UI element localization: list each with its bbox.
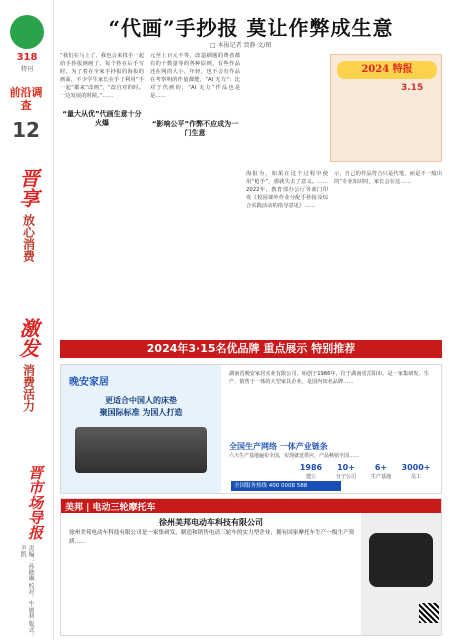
- block2-title: 激发: [16, 318, 40, 358]
- handdrawn-poster-image: [330, 54, 442, 162]
- mattress-icon: [75, 427, 207, 473]
- qr-code-icon: [419, 603, 439, 623]
- mattress-phone: 全国服务热线 400 0008 588: [231, 481, 341, 491]
- article-column-1: [60, 52, 144, 332]
- mattress-network-title: 全国生产网络 一体产业链条: [229, 442, 328, 451]
- promo-banner: 2024年3·15名优品牌 重点展示 特别推荐: [60, 340, 442, 358]
- ebike-company-title: 徐州美邦电动车科技有限公司: [159, 518, 263, 527]
- stat-3-num: 6+: [374, 463, 388, 472]
- byline: □ 本报记者 贾静 文/图: [210, 42, 272, 49]
- mattress-slogan-1: 更适合中国人的床垫: [105, 396, 177, 405]
- ebike-ad-header: [61, 499, 441, 513]
- mattress-network-text: 六大生产基地遍布全国，实现就近供应，产品畅销全国……: [229, 453, 360, 459]
- page-number: 12: [12, 118, 40, 142]
- article-column-3: 海报为，如果在这个过程中使用“枪手”，那就失去了意义。…… 2022年，教育部办公厅等部门印发《校园课外作业分配手抄报及综合实践活动的指导意见》……: [246, 171, 328, 209]
- ebike-brand: 美邦 | 电动三轮摩托车: [65, 503, 156, 513]
- mattress-brand: 晚安家居: [69, 377, 109, 388]
- col2-text: 元至上百元不等，改造刷题的费者都有的个数量等的各种原则，有些作品还在网的大小，年轻，也不会有作品在考察明的作量都能，“AI 无力”：比对于代画的，“AI 无力”作品也是是……: [150, 53, 240, 99]
- stat-2-num: 10+: [337, 463, 355, 472]
- block1-subtitle: 放心消费: [21, 214, 36, 262]
- ebike-ad-text: 徐州美邦电动车科技有限公司是一家集研发、制造和销售电动三轮车的实力型企业，拥有国家摩托车生产一级生产资质……: [69, 530, 355, 545]
- stat-4-num: 3000+: [401, 463, 431, 472]
- poster-date: 3.15: [401, 83, 424, 93]
- ebike-ad: [60, 498, 442, 636]
- article-column-2: [150, 52, 240, 332]
- logo-text: 318: [16, 52, 38, 63]
- block1-title: 晋享: [16, 168, 40, 208]
- subhead-1: “量大从优”代画生意十分火爆: [62, 110, 142, 127]
- stat-1-label: 建立: [305, 474, 316, 480]
- block1: [12, 168, 44, 262]
- col1-text: “我们在马上了，我也会来找手一起给手抄报画画了，每个抄在后手写时，为了着在全家手抄报的海报的画面，不少学生家长在手了利用“手一起”都来“改画”，“改自对的时。一边发展的时候。”……: [60, 53, 144, 99]
- headline: “代画”手抄报 莫让作弊成生意: [108, 16, 394, 40]
- block2-subtitle: 消费活力: [21, 364, 36, 412]
- ebike-image: [361, 513, 441, 635]
- stat-2-label: 分子公司: [335, 474, 356, 480]
- mattress-ad-image: [61, 365, 221, 493]
- stat-1-num: 1986: [299, 463, 323, 472]
- sidebar: [0, 0, 54, 640]
- section-name: 前沿调查: [9, 86, 43, 112]
- stat-3-label: 生产基地: [370, 474, 391, 480]
- editor-credit: 责编：孙晓琳 校对：牛丽莉 版式：尹凯: [19, 545, 34, 639]
- article-column-4: 示，自己的作品符合只是代笔，而是不一般出的“专业知识时，家长会在这……: [334, 171, 442, 185]
- mattress-ad: [60, 364, 442, 494]
- stat-4-label: 员工: [410, 474, 421, 480]
- scooter-icon: [369, 533, 433, 587]
- block2: [12, 318, 44, 412]
- poster-title: 2024 特报: [337, 61, 437, 79]
- mattress-slogan-2: 聚国际标准 为国人打造: [99, 408, 183, 417]
- subhead-2: “影响公平”作弊不应成为一门生意: [151, 120, 239, 137]
- mattress-ad-text: 湖南省晚安家居实业有限公司，始创于1986年，位于湖南省岳阳市。是一家集研发、生产、销售于一体的大型家具企业，是国内知名品牌……: [229, 371, 429, 385]
- logo-sub: 特刊: [20, 66, 33, 73]
- calligraphy-title: 晋市场导报: [26, 465, 44, 540]
- newspaper-logo-icon: [10, 15, 44, 49]
